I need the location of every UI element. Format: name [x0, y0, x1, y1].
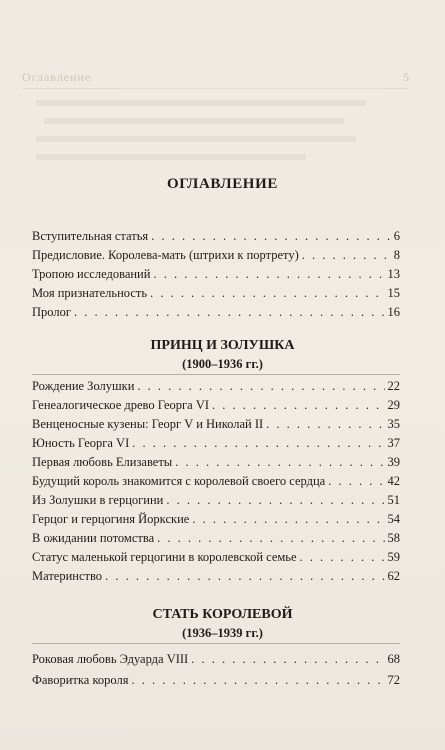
section-title: СТАТЬ КОРОЛЕВОЙ: [152, 607, 293, 622]
entry-title: Юность Георга VI: [32, 436, 130, 450]
leader-dots: [166, 493, 384, 508]
leader-dots: [153, 267, 384, 282]
leader-dots: [300, 550, 385, 565]
leader-dots: [192, 512, 384, 527]
entry-title: Первая любовь Елизаветы: [32, 455, 173, 469]
bleed-through-line: [36, 100, 366, 106]
entry-title: Статус маленькой герцогини в королевской семье: [32, 550, 297, 564]
toc-entry[interactable]: [32, 652, 400, 669]
toc-entry[interactable]: [32, 531, 400, 548]
bleed-through-line: [36, 136, 356, 142]
entry-title: Фаворитка короля: [32, 673, 129, 687]
leader-dots: [150, 286, 384, 301]
entry-title: Из Золушки в герцогини: [32, 493, 164, 507]
entry-page: 15: [387, 286, 400, 300]
entry-page: 16: [387, 305, 400, 319]
entry-page: 29: [387, 398, 400, 412]
entry-page: 8: [393, 248, 400, 262]
toc-entry[interactable]: [32, 436, 400, 453]
toc-entry[interactable]: [32, 398, 400, 415]
toc-entry[interactable]: [32, 512, 400, 529]
leader-dots: [175, 455, 384, 470]
entry-title: Пролог: [32, 305, 71, 319]
entry-page: 59: [387, 550, 400, 564]
entry-page: 51: [387, 493, 400, 507]
toc-entry[interactable]: [32, 379, 400, 396]
toc-entry[interactable]: [32, 673, 400, 690]
leader-dots: [132, 436, 384, 451]
section-years: (1900–1936 гг.): [182, 357, 263, 371]
running-header-page-number: 5: [403, 70, 409, 84]
section-years: (1936–1939 гг.): [182, 626, 263, 640]
entry-title: Материнство: [32, 569, 103, 583]
toc-title: ОГЛАВЛЕНИЕ: [167, 176, 278, 192]
toc-entry[interactable]: [32, 417, 400, 434]
leader-dots: [212, 398, 384, 413]
leader-dots: [266, 417, 384, 432]
entry-page: 35: [387, 417, 400, 431]
leader-dots: [131, 673, 384, 688]
entry-title: Венценосные кузены: Георг V и Николай II: [32, 417, 264, 431]
entry-page: 13: [387, 267, 400, 281]
leader-dots: [302, 248, 391, 263]
entry-title: Тропою исследований: [32, 267, 151, 281]
entry-title: Предисловие. Королева-мать (штрихи к портрету): [32, 248, 299, 262]
toc-entry[interactable]: [32, 305, 400, 322]
section-title: ПРИНЦ И ЗОЛУШКА: [150, 338, 295, 353]
section-rule: [32, 374, 400, 375]
entry-title: Герцог и герцогиня Йоркские: [32, 512, 190, 526]
entry-page: 22: [387, 379, 400, 393]
entry-page: 72: [387, 673, 400, 687]
entry-page: 6: [393, 229, 400, 243]
leader-dots: [191, 652, 384, 667]
entry-title: В ожидании потомства: [32, 531, 155, 545]
leader-dots: [74, 305, 385, 320]
entry-page: 68: [387, 652, 400, 666]
running-header-left: Оглавление: [22, 70, 92, 84]
toc-entry[interactable]: [32, 493, 400, 510]
bleed-through-header: [22, 70, 409, 89]
entry-title: Будущий король знакомится с королевой своего сердца: [32, 474, 326, 488]
entry-page: 54: [387, 512, 400, 526]
leader-dots: [105, 569, 384, 584]
leader-dots: [157, 531, 384, 546]
toc-entry[interactable]: [32, 267, 400, 284]
toc-entry[interactable]: [32, 229, 400, 246]
section-rule: [32, 643, 400, 644]
leader-dots: [328, 474, 384, 489]
entry-title: Рождение Золушки: [32, 379, 135, 393]
toc-entry[interactable]: [32, 455, 400, 472]
toc-entry[interactable]: [32, 248, 400, 265]
bleed-through-line: [36, 154, 306, 160]
toc-entry[interactable]: [32, 550, 400, 567]
toc-entry[interactable]: [32, 286, 400, 303]
entry-page: 39: [387, 455, 400, 469]
leader-dots: [151, 229, 391, 244]
entry-page: 42: [387, 474, 400, 488]
entry-title: Роковая любовь Эдуарда VIII: [32, 652, 189, 666]
bleed-through-line: [44, 118, 344, 124]
leader-dots: [137, 379, 384, 394]
entry-page: 62: [387, 569, 400, 583]
entry-title: Моя признательность: [32, 286, 148, 300]
toc-entry[interactable]: [32, 569, 400, 586]
entry-title: Генеалогическое древо Георга VI: [32, 398, 210, 412]
entry-title: Вступительная статья: [32, 229, 149, 243]
toc-entry[interactable]: [32, 474, 400, 491]
entry-page: 37: [387, 436, 400, 450]
entry-page: 58: [387, 531, 400, 545]
